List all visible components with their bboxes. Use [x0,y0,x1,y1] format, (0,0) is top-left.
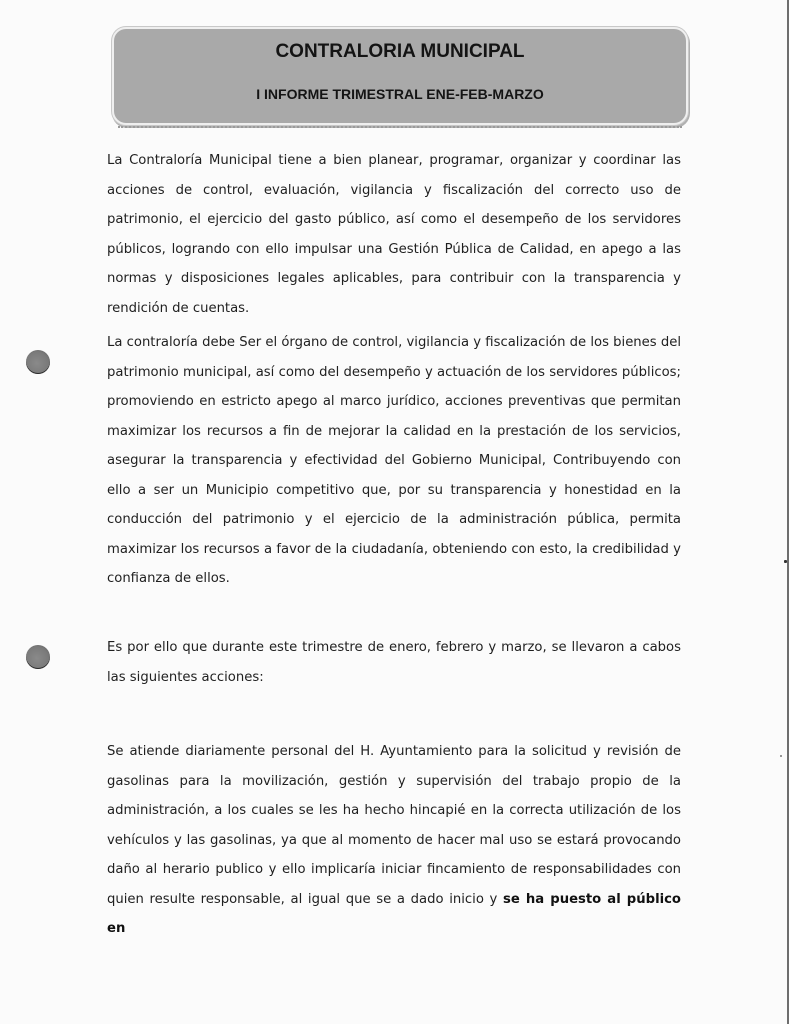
paragraph-intro-actions: Es por ello que durante este trimestre de enero, febrero y marzo, se llevaron a cabos las siguientes acciones: [107,640,681,685]
paragraph-mission: La Contraloría Municipal tiene a bien planear, programar, organizar y coordinar las acciones de control, evaluación, vigilancia y fiscalización del correcto uso de patrimonio, el ejercicio del gasto público, así como el desempeño de los servidores públicos, logrando con ello impulsar una Gestión Pública de Calidad, en apego a las normas y disposiciones legales aplicables, para contribuir con la transparencia y rendición de cuentas. [107,153,681,316]
punch-hole [26,350,50,374]
scan-speck [784,560,787,563]
paragraph-action-fuel-review [107,737,681,944]
scan-speck [780,755,782,757]
punch-hole [26,645,50,669]
document-title: CONTRALORIA MUNICIPAL [275,41,525,62]
document-header-banner [112,27,688,125]
action-bold-text: se ha puesto al público en [107,891,681,936]
action-text: Se atiende diariamente personal del H. Ayuntamiento para la solicitud y revisión de gasolinas para la movilización, gestión y supervisión del trabajo propio de la administración, a los cuales se les ha hecho hincapié en la correcta utilización de los vehículos y las gasolinas, ya que al momento de hacer mal uso se estará provocando daño al herario publico y ello implicaría iniciar fincamiento de responsabilidades con quien resulte responsable, al igual que se a dado inicio y [107,744,681,907]
paragraph-role: La contraloría debe Ser el órgano de control, vigilancia y fiscalización de los bienes del patrimonio municipal, así como del desempeño y actuación de los servidores públicos; promoviendo en estricto apego al marco jurídico, acciones preventivas que permitan maximizar los recursos a fin de mejorar la calidad en la prestación de los servicios, asegurar la transparencia y efectividad del Gobierno Municipal, Contribuyendo con ello a ser un Municipio competitivo que, por su transparencia y honestidad en la conducción del patrimonio y el ejercicio de la administración pública, permita maximizar los recursos a favor de la ciudadanía, obteniendo con esto, la credibilidad y confianza de ellos. [107,335,681,586]
document-subtitle: I INFORME TRIMESTRAL ENE-FEB-MARZO [256,86,544,102]
